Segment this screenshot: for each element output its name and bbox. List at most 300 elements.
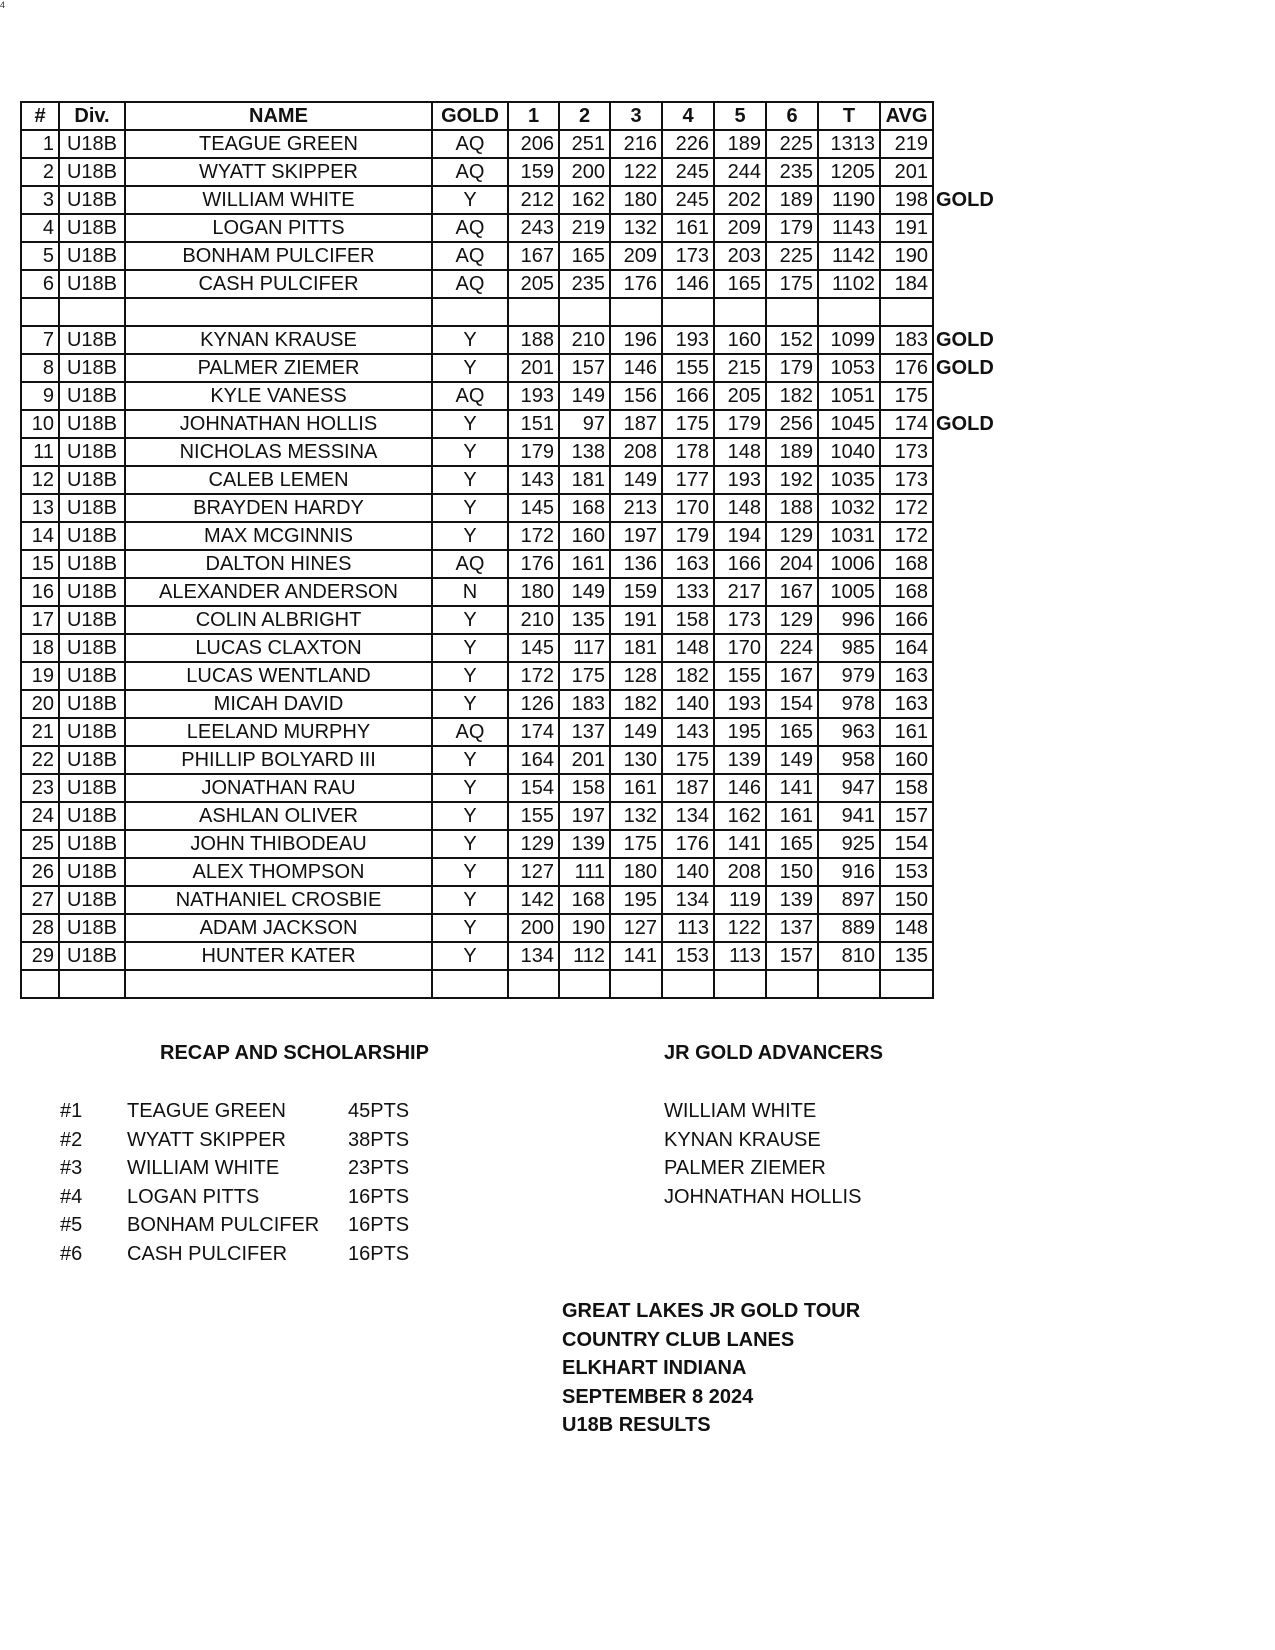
cell-game-4: 173 bbox=[662, 242, 714, 270]
cell-div: U18B bbox=[59, 550, 125, 578]
cell-note: GOLD bbox=[936, 413, 994, 435]
cell-game-3: 141 bbox=[610, 942, 662, 970]
cell-game-3: 187 bbox=[610, 410, 662, 438]
recap-heading: RECAP AND SCHOLARSHIP bbox=[160, 1042, 429, 1064]
event-footer bbox=[562, 1296, 860, 1439]
recap-points: 38PTS bbox=[348, 1128, 410, 1151]
cell-gold: Y bbox=[432, 662, 508, 690]
cell-total: 1051 bbox=[818, 382, 880, 410]
cell-gold: Y bbox=[432, 802, 508, 830]
cell-game-6: 224 bbox=[766, 634, 818, 662]
cell-div: U18B bbox=[59, 634, 125, 662]
cell-name: BRAYDEN HARDY bbox=[125, 494, 432, 522]
cell-avg: 148 bbox=[880, 914, 933, 942]
cell-rank: 2 bbox=[21, 158, 59, 186]
cell-div: U18B bbox=[59, 242, 125, 270]
cell-game-2: 112 bbox=[559, 942, 610, 970]
cell-game-4: 143 bbox=[662, 718, 714, 746]
cell-game-2: 111 bbox=[559, 858, 610, 886]
cell-game-1: 145 bbox=[508, 634, 559, 662]
cell-game-3: 208 bbox=[610, 438, 662, 466]
cell-rank: 21 bbox=[21, 718, 59, 746]
cell-note bbox=[933, 970, 999, 998]
cell-name: LUCAS CLAXTON bbox=[125, 634, 432, 662]
advancers-heading: JR GOLD ADVANCERS bbox=[664, 1042, 883, 1064]
cell-game-4: 134 bbox=[662, 886, 714, 914]
cell-name: LEELAND MURPHY bbox=[125, 718, 432, 746]
cell-game-2: 251 bbox=[559, 130, 610, 158]
cell-game-3: 156 bbox=[610, 382, 662, 410]
cell-game-5: 141 bbox=[714, 830, 766, 858]
col-header-game-3: 3 bbox=[610, 102, 662, 130]
cell-game-6: 182 bbox=[766, 382, 818, 410]
recap-rank: #2 bbox=[60, 1128, 83, 1151]
cell-name: BONHAM PULCIFER bbox=[125, 242, 432, 270]
cell-game-1: 193 bbox=[508, 382, 559, 410]
cell-game-1: 167 bbox=[508, 242, 559, 270]
cell-rank: 5 bbox=[21, 242, 59, 270]
cell-avg: 172 bbox=[880, 494, 933, 522]
table-row bbox=[21, 242, 999, 270]
footer-line: U18B RESULTS bbox=[562, 1414, 711, 1437]
cell-avg: 219 bbox=[880, 130, 933, 158]
col-header-game-4: 4 bbox=[662, 102, 714, 130]
cell-div: U18B bbox=[59, 914, 125, 942]
cell-name: CASH PULCIFER bbox=[125, 270, 432, 298]
cell-gold: AQ bbox=[432, 214, 508, 242]
cell-total: 889 bbox=[818, 914, 880, 942]
cell-game-1: 188 bbox=[508, 326, 559, 354]
cell-gold: Y bbox=[432, 634, 508, 662]
cell-game-3: 146 bbox=[610, 354, 662, 382]
cell-game-5: 193 bbox=[714, 466, 766, 494]
recap-rank: #5 bbox=[60, 1214, 83, 1237]
cell-rank: 20 bbox=[21, 690, 59, 718]
cell-note bbox=[933, 298, 999, 326]
recap-points: 45PTS bbox=[348, 1100, 410, 1122]
cell-game-4 bbox=[662, 298, 714, 326]
cell-game-4: 148 bbox=[662, 634, 714, 662]
cell-rank: 12 bbox=[21, 466, 59, 494]
recap-points: 23PTS bbox=[348, 1157, 410, 1180]
cell-avg: 190 bbox=[880, 242, 933, 270]
cell-total: 963 bbox=[818, 718, 880, 746]
table-row bbox=[21, 578, 999, 606]
cell-div: U18B bbox=[59, 158, 125, 186]
cell-note bbox=[933, 634, 999, 662]
cell-game-5: 203 bbox=[714, 242, 766, 270]
cell-note bbox=[933, 522, 999, 550]
cell-game-4: 161 bbox=[662, 214, 714, 242]
cell-div: U18B bbox=[59, 886, 125, 914]
cell-game-5: 170 bbox=[714, 634, 766, 662]
cell-name: LOGAN PITTS bbox=[125, 214, 432, 242]
cell-game-2: 175 bbox=[559, 662, 610, 690]
cell-gold: Y bbox=[432, 746, 508, 774]
recap-rank: #6 bbox=[60, 1243, 83, 1265]
cell-game-1: 143 bbox=[508, 466, 559, 494]
cell-game-4: 176 bbox=[662, 830, 714, 858]
cell-game-2: 190 bbox=[559, 914, 610, 942]
cell-game-4: 170 bbox=[662, 494, 714, 522]
cell-avg: 150 bbox=[880, 886, 933, 914]
recap-name: WYATT SKIPPER bbox=[127, 1128, 286, 1151]
cell-div: U18B bbox=[59, 186, 125, 214]
cell-gold: N bbox=[432, 578, 508, 606]
recap-rank: #3 bbox=[60, 1157, 83, 1180]
cell-game-1: 151 bbox=[508, 410, 559, 438]
cell-avg: 174 bbox=[880, 410, 933, 438]
cell-game-2: 183 bbox=[559, 690, 610, 718]
col-header-game-5: 5 bbox=[714, 102, 766, 130]
cell-avg: 176 bbox=[880, 354, 933, 382]
cell-game-3 bbox=[610, 970, 662, 998]
cell-game-5: 122 bbox=[714, 914, 766, 942]
cell-game-6: 137 bbox=[766, 914, 818, 942]
cell-name: ASHLAN OLIVER bbox=[125, 802, 432, 830]
cell-game-5: 155 bbox=[714, 662, 766, 690]
cell-game-4: 226 bbox=[662, 130, 714, 158]
table-header-row bbox=[21, 102, 999, 130]
cell-game-3: 195 bbox=[610, 886, 662, 914]
cell-note bbox=[933, 550, 999, 578]
cell-note: GOLD bbox=[936, 357, 994, 379]
cell-game-6: 189 bbox=[766, 438, 818, 466]
cell-game-6: 152 bbox=[766, 326, 818, 354]
cell-game-2: 181 bbox=[559, 466, 610, 494]
table-row bbox=[21, 550, 999, 578]
cell-name bbox=[125, 970, 432, 998]
cell-avg: 183 bbox=[880, 326, 933, 354]
cell-game-1: 176 bbox=[508, 550, 559, 578]
cell-game-6: 225 bbox=[766, 130, 818, 158]
cell-game-5: 189 bbox=[714, 130, 766, 158]
cell-rank: 1 bbox=[21, 130, 59, 158]
cell-rank bbox=[21, 970, 59, 998]
cell-gold: AQ bbox=[432, 130, 508, 158]
cell-game-5: 160 bbox=[714, 326, 766, 354]
cell-game-4: 153 bbox=[662, 942, 714, 970]
cell-rank: 4 bbox=[21, 214, 59, 242]
cell-game-1: 172 bbox=[508, 522, 559, 550]
cell-name: ADAM JACKSON bbox=[125, 914, 432, 942]
cell-game-5: 208 bbox=[714, 858, 766, 886]
table-row bbox=[21, 858, 999, 886]
cell-game-3: 132 bbox=[610, 214, 662, 242]
cell-game-4: 155 bbox=[662, 354, 714, 382]
cell-game-2: 162 bbox=[559, 186, 610, 214]
cell-gold: Y bbox=[432, 326, 508, 354]
cell-total: 1205 bbox=[818, 158, 880, 186]
cell-div: U18B bbox=[59, 522, 125, 550]
cell-game-2: 138 bbox=[559, 438, 610, 466]
cell-total: 1099 bbox=[818, 326, 880, 354]
cell-div: U18B bbox=[59, 494, 125, 522]
cell-game-5: 217 bbox=[714, 578, 766, 606]
cell-gold: Y bbox=[432, 914, 508, 942]
cell-total: 1045 bbox=[818, 410, 880, 438]
cell-game-2: 210 bbox=[559, 326, 610, 354]
table-row bbox=[21, 914, 999, 942]
table-row bbox=[21, 606, 999, 634]
cell-gold: Y bbox=[432, 410, 508, 438]
cell-game-4: 177 bbox=[662, 466, 714, 494]
cell-game-2: 161 bbox=[559, 550, 610, 578]
col-header-gold: GOLD bbox=[432, 102, 508, 130]
cell-game-6: 154 bbox=[766, 690, 818, 718]
table-row bbox=[21, 382, 999, 410]
cell-game-6: 165 bbox=[766, 830, 818, 858]
cell-avg: 168 bbox=[880, 550, 933, 578]
cell-game-1: 180 bbox=[508, 578, 559, 606]
cell-div bbox=[59, 970, 125, 998]
cell-name: PALMER ZIEMER bbox=[125, 354, 432, 382]
cell-gold: Y bbox=[432, 438, 508, 466]
cell-gold: Y bbox=[432, 494, 508, 522]
cell-game-4: 134 bbox=[662, 802, 714, 830]
cell-rank: 7 bbox=[21, 326, 59, 354]
cell-game-3: 181 bbox=[610, 634, 662, 662]
cell-name: TEAGUE GREEN bbox=[125, 130, 432, 158]
cell-game-1 bbox=[508, 970, 559, 998]
table-row bbox=[21, 214, 999, 242]
cell-total: 897 bbox=[818, 886, 880, 914]
cell-game-4: 140 bbox=[662, 858, 714, 886]
cell-total: 916 bbox=[818, 858, 880, 886]
cell-rank: 28 bbox=[21, 914, 59, 942]
cell-total: 996 bbox=[818, 606, 880, 634]
cell-game-4: 113 bbox=[662, 914, 714, 942]
cell-rank: 3 bbox=[21, 186, 59, 214]
cell-game-6: 165 bbox=[766, 718, 818, 746]
cell-name: NATHANIEL CROSBIE bbox=[125, 886, 432, 914]
cell-total: 1006 bbox=[818, 550, 880, 578]
scan-corner-mark: 4 bbox=[0, 0, 6, 10]
col-header-avg: AVG bbox=[880, 102, 933, 130]
cell-avg: 160 bbox=[880, 746, 933, 774]
cell-note bbox=[933, 690, 999, 718]
cell-total bbox=[818, 298, 880, 326]
cell-avg: 163 bbox=[880, 662, 933, 690]
cell-game-6: 204 bbox=[766, 550, 818, 578]
cell-div: U18B bbox=[59, 270, 125, 298]
cell-game-5: 205 bbox=[714, 382, 766, 410]
table-row bbox=[21, 158, 999, 186]
col-header-rank: # bbox=[21, 102, 59, 130]
cell-game-1: 172 bbox=[508, 662, 559, 690]
cell-game-1: 164 bbox=[508, 746, 559, 774]
cell-total: 947 bbox=[818, 774, 880, 802]
table-row bbox=[21, 662, 999, 690]
cell-avg bbox=[880, 970, 933, 998]
cell-name: NICHOLAS MESSINA bbox=[125, 438, 432, 466]
cell-game-2: 97 bbox=[559, 410, 610, 438]
cell-game-2: 201 bbox=[559, 746, 610, 774]
cell-game-3: 149 bbox=[610, 466, 662, 494]
cell-game-5: 173 bbox=[714, 606, 766, 634]
cell-name: JONATHAN RAU bbox=[125, 774, 432, 802]
cell-game-6: 129 bbox=[766, 522, 818, 550]
cell-div bbox=[59, 298, 125, 326]
cell-game-4: 193 bbox=[662, 326, 714, 354]
cell-game-3: 182 bbox=[610, 690, 662, 718]
cell-avg: 191 bbox=[880, 214, 933, 242]
cell-div: U18B bbox=[59, 690, 125, 718]
cell-game-1: 155 bbox=[508, 802, 559, 830]
cell-game-4: 187 bbox=[662, 774, 714, 802]
recap-name: LOGAN PITTS bbox=[127, 1185, 260, 1208]
cell-div: U18B bbox=[59, 466, 125, 494]
cell-total: 978 bbox=[818, 690, 880, 718]
cell-div: U18B bbox=[59, 774, 125, 802]
cell-game-2: 160 bbox=[559, 522, 610, 550]
cell-avg: 173 bbox=[880, 466, 933, 494]
cell-total: 1102 bbox=[818, 270, 880, 298]
cell-game-6: 192 bbox=[766, 466, 818, 494]
cell-gold: Y bbox=[432, 606, 508, 634]
table-row bbox=[21, 774, 999, 802]
cell-game-5: 179 bbox=[714, 410, 766, 438]
recap-name: WILLIAM WHITE bbox=[127, 1157, 280, 1180]
cell-game-5: 215 bbox=[714, 354, 766, 382]
table-row bbox=[21, 354, 999, 382]
cell-rank: 14 bbox=[21, 522, 59, 550]
table-row bbox=[21, 718, 999, 746]
cell-game-4: 245 bbox=[662, 158, 714, 186]
footer-line: COUNTRY CLUB LANES bbox=[562, 1328, 795, 1351]
cell-note: GOLD bbox=[936, 189, 994, 211]
table-row bbox=[21, 830, 999, 858]
cell-div: U18B bbox=[59, 438, 125, 466]
footer-line: SEPTEMBER 8 2024 bbox=[562, 1385, 754, 1408]
cell-game-5: 194 bbox=[714, 522, 766, 550]
cell-game-3: 175 bbox=[610, 830, 662, 858]
cell-total: 1190 bbox=[818, 186, 880, 214]
cell-avg: 161 bbox=[880, 718, 933, 746]
cell-gold bbox=[432, 298, 508, 326]
cell-game-3: 216 bbox=[610, 130, 662, 158]
cell-avg: 154 bbox=[880, 830, 933, 858]
cell-game-5: 148 bbox=[714, 494, 766, 522]
cell-avg: 175 bbox=[880, 382, 933, 410]
cell-total: 1313 bbox=[818, 130, 880, 158]
cell-name: ALEX THOMPSON bbox=[125, 858, 432, 886]
cell-note: GOLD bbox=[936, 329, 994, 351]
cell-gold: Y bbox=[432, 186, 508, 214]
cell-game-5 bbox=[714, 970, 766, 998]
advancers-list bbox=[664, 1096, 861, 1210]
cell-game-4: 182 bbox=[662, 662, 714, 690]
col-header-game-1: 1 bbox=[508, 102, 559, 130]
cell-game-3: 161 bbox=[610, 774, 662, 802]
cell-avg: 172 bbox=[880, 522, 933, 550]
cell-game-2: 139 bbox=[559, 830, 610, 858]
cell-div: U18B bbox=[59, 410, 125, 438]
cell-avg: 153 bbox=[880, 858, 933, 886]
table-row bbox=[21, 522, 999, 550]
cell-rank: 17 bbox=[21, 606, 59, 634]
cell-game-3: 132 bbox=[610, 802, 662, 830]
cell-game-2: 149 bbox=[559, 578, 610, 606]
table-row bbox=[21, 270, 999, 298]
cell-avg: 198 bbox=[880, 186, 933, 214]
cell-game-3: 180 bbox=[610, 858, 662, 886]
cell-name: WYATT SKIPPER bbox=[125, 158, 432, 186]
cell-game-5: 119 bbox=[714, 886, 766, 914]
cell-note bbox=[933, 382, 999, 410]
cell-gold: Y bbox=[432, 522, 508, 550]
cell-gold: Y bbox=[432, 354, 508, 382]
cell-game-1: 201 bbox=[508, 354, 559, 382]
cell-game-6: 188 bbox=[766, 494, 818, 522]
cell-game-2: 200 bbox=[559, 158, 610, 186]
cell-avg: 158 bbox=[880, 774, 933, 802]
cell-note bbox=[933, 270, 999, 298]
cell-name: ALEXANDER ANDERSON bbox=[125, 578, 432, 606]
cell-game-2: 165 bbox=[559, 242, 610, 270]
cell-note bbox=[933, 466, 999, 494]
cell-game-2: 157 bbox=[559, 354, 610, 382]
cell-game-6: 139 bbox=[766, 886, 818, 914]
cell-game-1: 206 bbox=[508, 130, 559, 158]
cell-rank: 29 bbox=[21, 942, 59, 970]
cell-div: U18B bbox=[59, 354, 125, 382]
footer-line: GREAT LAKES JR GOLD TOUR bbox=[562, 1300, 861, 1322]
cell-game-6: 167 bbox=[766, 662, 818, 690]
cell-game-6: 179 bbox=[766, 354, 818, 382]
cell-div: U18B bbox=[59, 326, 125, 354]
cell-note bbox=[933, 774, 999, 802]
cell-name: MAX MCGINNIS bbox=[125, 522, 432, 550]
cell-total: 1142 bbox=[818, 242, 880, 270]
cell-game-6 bbox=[766, 970, 818, 998]
cell-total: 925 bbox=[818, 830, 880, 858]
cell-game-5: 195 bbox=[714, 718, 766, 746]
cell-game-3: 149 bbox=[610, 718, 662, 746]
table-row bbox=[21, 298, 999, 326]
cell-game-6: 141 bbox=[766, 774, 818, 802]
cell-div: U18B bbox=[59, 606, 125, 634]
cell-game-2: 158 bbox=[559, 774, 610, 802]
cell-avg: 135 bbox=[880, 942, 933, 970]
cell-game-4: 140 bbox=[662, 690, 714, 718]
col-header-total: T bbox=[818, 102, 880, 130]
cell-game-2: 235 bbox=[559, 270, 610, 298]
cell-total: 1032 bbox=[818, 494, 880, 522]
cell-rank: 16 bbox=[21, 578, 59, 606]
cell-game-3: 127 bbox=[610, 914, 662, 942]
cell-game-5: 139 bbox=[714, 746, 766, 774]
cell-note bbox=[933, 718, 999, 746]
cell-total: 1053 bbox=[818, 354, 880, 382]
table-row bbox=[21, 802, 999, 830]
cell-name: WILLIAM WHITE bbox=[125, 186, 432, 214]
cell-note bbox=[933, 858, 999, 886]
results-table bbox=[20, 101, 1000, 999]
cell-game-1: 126 bbox=[508, 690, 559, 718]
cell-gold: AQ bbox=[432, 550, 508, 578]
cell-rank: 22 bbox=[21, 746, 59, 774]
advancer-name: WILLIAM WHITE bbox=[664, 1100, 817, 1122]
cell-note bbox=[933, 578, 999, 606]
cell-total: 941 bbox=[818, 802, 880, 830]
cell-game-4: 245 bbox=[662, 186, 714, 214]
cell-gold: AQ bbox=[432, 242, 508, 270]
table-row bbox=[21, 130, 999, 158]
cell-avg: 184 bbox=[880, 270, 933, 298]
recap-rank: #4 bbox=[60, 1185, 83, 1208]
cell-game-6: 256 bbox=[766, 410, 818, 438]
